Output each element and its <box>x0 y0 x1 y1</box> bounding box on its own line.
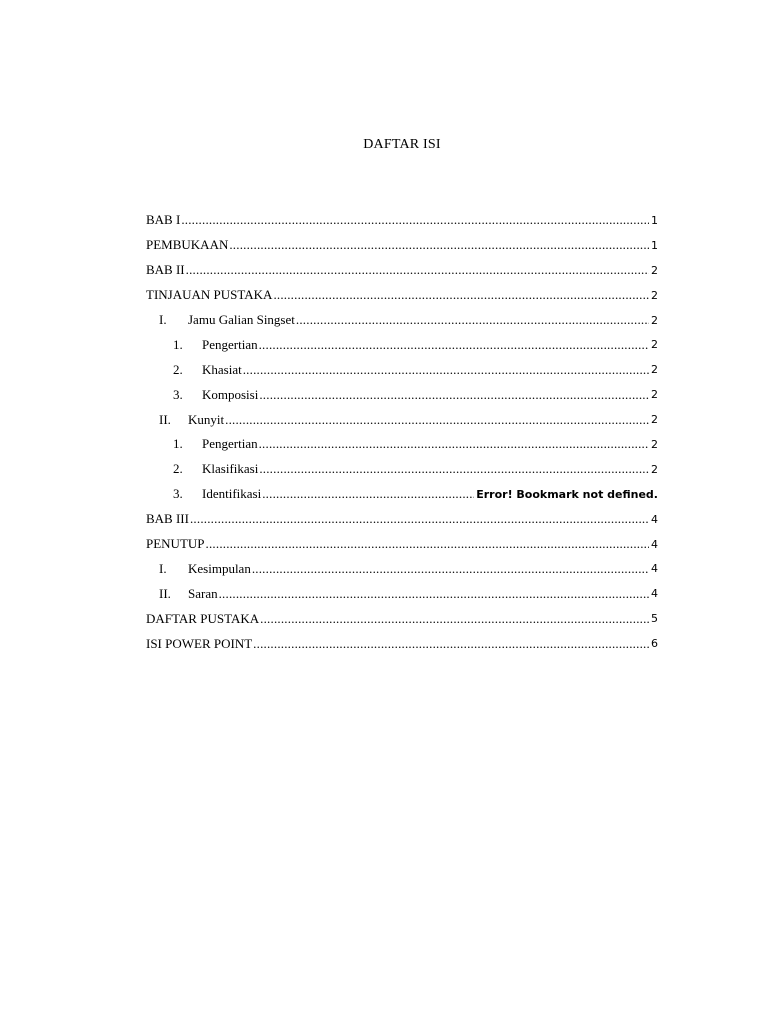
toc-entry-komposisi[interactable] <box>146 382 658 407</box>
toc-entry-marker: 2. <box>173 461 183 477</box>
toc-dot-leader <box>181 212 649 228</box>
toc-entry-penutup[interactable] <box>146 532 658 557</box>
toc-entry-kunyit[interactable] <box>146 407 658 432</box>
toc-entry-khasiat[interactable] <box>146 357 658 382</box>
toc-entry-label: Kesimpulan <box>188 560 251 576</box>
toc-page-number: 2 <box>651 363 658 377</box>
toc-page-number: 4 <box>651 512 658 526</box>
toc-entry-bab-3[interactable] <box>146 507 658 532</box>
toc-page-number: 2 <box>651 338 658 352</box>
toc-entry-daftar-pustaka[interactable] <box>146 606 658 631</box>
toc-dot-leader <box>229 237 649 253</box>
toc-page-number: 1 <box>651 213 658 227</box>
toc-page-number: 2 <box>651 388 658 402</box>
toc-bookmark-error: Error! Bookmark not defined. <box>476 487 658 501</box>
toc-entry-bab-2[interactable] <box>146 258 658 283</box>
toc-entry-label: BAB I <box>146 212 181 228</box>
toc-dot-leader <box>219 586 649 602</box>
toc-entry-label: Kunyit <box>188 411 225 427</box>
page-title: DAFTAR ISI <box>363 137 441 152</box>
toc-page-number: 4 <box>651 537 658 551</box>
toc-dot-leader <box>259 387 649 403</box>
toc-entry-kesimpulan[interactable] <box>146 556 658 581</box>
toc-page-number: 2 <box>651 263 658 277</box>
toc-entry-label: DAFTAR PUSTAKA <box>146 610 260 626</box>
toc-page-number: 6 <box>651 637 658 651</box>
toc-entry-klasifikasi[interactable] <box>146 457 658 482</box>
toc-dot-leader <box>262 486 474 502</box>
toc-entry-label: TINJAUAN PUSTAKA <box>146 287 273 303</box>
toc-entry-label: Pengertian <box>202 436 258 452</box>
toc-page-number: 2 <box>651 437 658 451</box>
table-of-contents <box>146 208 658 656</box>
toc-entry-marker: I. <box>159 560 167 576</box>
toc-page-number: 2 <box>651 462 658 476</box>
toc-entry-marker: 3. <box>173 386 183 402</box>
toc-page-number: 4 <box>651 587 658 601</box>
toc-dot-leader <box>260 611 649 627</box>
toc-entry-tinjauan-pustaka[interactable] <box>146 283 658 308</box>
toc-entry-isi-power-point[interactable] <box>146 631 658 656</box>
toc-page-number: 2 <box>651 413 658 427</box>
toc-dot-leader <box>243 362 649 378</box>
toc-page-number: 1 <box>651 238 658 252</box>
toc-entry-label: BAB III <box>146 511 189 527</box>
toc-page-number: 4 <box>651 562 658 576</box>
toc-entry-label: Khasiat <box>202 361 242 377</box>
toc-dot-leader <box>206 536 649 552</box>
toc-dot-leader <box>259 337 649 353</box>
toc-entry-marker: 3. <box>173 486 183 502</box>
toc-entry-marker: II. <box>159 411 171 427</box>
toc-entry-marker: I. <box>159 312 167 327</box>
toc-entry-identifikasi[interactable] <box>146 482 658 507</box>
toc-entry-pembukaan[interactable] <box>146 233 658 258</box>
toc-entry-label: PENUTUP <box>146 536 205 552</box>
toc-dot-leader <box>186 262 649 278</box>
toc-dot-leader <box>225 412 649 428</box>
toc-entry-marker: 2. <box>173 361 183 377</box>
toc-page-number: 2 <box>651 313 658 327</box>
toc-entry-label: Jamu Galian Singset <box>188 312 295 327</box>
toc-entry-marker: II. <box>159 585 171 601</box>
toc-dot-leader <box>259 461 649 477</box>
toc-page-number: 2 <box>651 288 658 302</box>
toc-entry-label: ISI POWER POINT <box>146 635 253 651</box>
toc-entry-label: PEMBUKAAN <box>146 237 229 253</box>
toc-entry-jamu-galian-singset[interactable] <box>146 308 658 333</box>
toc-dot-leader <box>252 561 649 577</box>
toc-entry-pengertian-kunyit[interactable] <box>146 432 658 457</box>
toc-dot-leader <box>253 636 649 652</box>
toc-dot-leader <box>190 511 649 527</box>
toc-entry-saran[interactable] <box>146 581 658 606</box>
toc-entry-pengertian-jamu[interactable] <box>146 332 658 357</box>
toc-entry-label: Pengertian <box>202 336 258 352</box>
toc-entry-label: Komposisi <box>202 386 259 402</box>
toc-entry-bab-1[interactable] <box>146 208 658 233</box>
toc-entry-label: Klasifikasi <box>202 461 259 477</box>
toc-entry-marker: 1. <box>173 336 183 352</box>
toc-page-number: 5 <box>651 612 658 626</box>
toc-dot-leader <box>259 436 649 452</box>
toc-entry-label: BAB II <box>146 262 185 278</box>
toc-entry-marker: 1. <box>173 436 183 452</box>
toc-entry-label: Identifikasi <box>202 486 262 502</box>
toc-entry-label: Saran <box>188 585 218 601</box>
toc-dot-leader <box>296 312 649 328</box>
toc-dot-leader <box>273 287 649 303</box>
